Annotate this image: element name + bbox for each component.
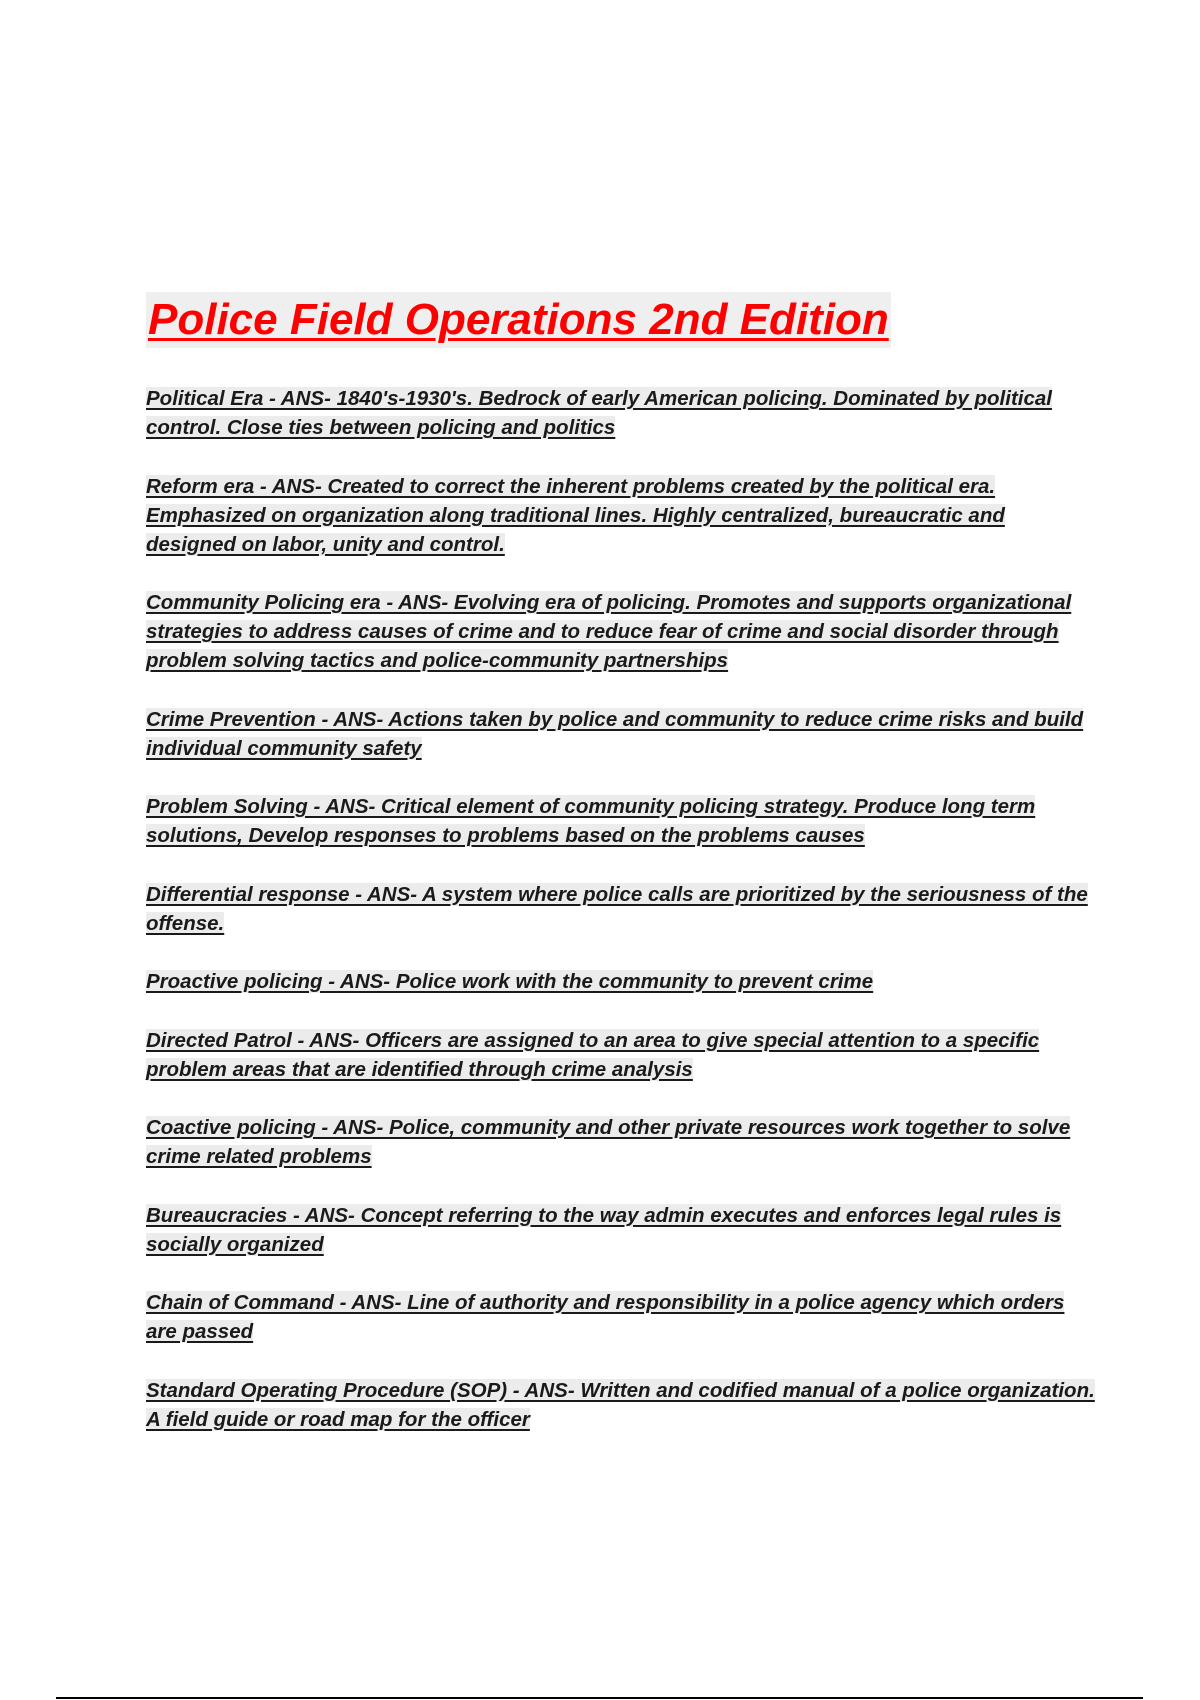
entry-text: Coactive policing - ANS- Police, community and other private resources work together to solve crime related problems <box>146 1116 1071 1168</box>
entry-list <box>146 384 1096 1463</box>
entry-bureaucracies <box>146 1201 1096 1259</box>
entry-text: Proactive policing - ANS- Police work with the community to prevent crime <box>146 970 874 993</box>
entry-text: Political Era - ANS- 1840's-1930's. Bedrock of early American policing. Dominated by political control. Close ties between policing and politics <box>146 387 1052 439</box>
entry-coactive-policing <box>146 1113 1096 1171</box>
entry-text: Crime Prevention - ANS- Actions taken by police and community to reduce crime risks and build individual community safety <box>146 707 1084 760</box>
entry-text: Directed Patrol - ANS- Officers are assigned to an area to give special attention to a specific problem areas that are identified through crime analysis <box>146 1028 1040 1081</box>
entry-crime-prevention <box>146 705 1096 763</box>
footer-divider <box>56 1697 1143 1699</box>
entry-text: Reform era - ANS- Created to correct the inherent problems created by the political era. Emphasized on organization along traditional lines. Highly centralized, bureaucratic and designed on labor, unity and control. <box>146 474 1005 556</box>
entry-text: Differential response - ANS- A system where police calls are prioritized by the seriousness of the offense. <box>146 882 1088 935</box>
entry-text: Community Policing era - ANS- Evolving era of policing. Promotes and supports organizational strategies to address causes of crime and to reduce fear of crime and social disorder through problem solving tactics and police-community partnerships <box>146 591 1072 672</box>
title-block <box>146 292 891 348</box>
entry-text: Standard Operating Procedure (SOP) - ANS- Written and codified manual of a police organization. A field guide or road map for the officer <box>146 1378 1095 1431</box>
entry-proactive-policing <box>146 967 1096 996</box>
entry-differential-response <box>146 880 1096 938</box>
entry-standard-operating-procedure <box>146 1376 1096 1434</box>
entry-text: Chain of Command - ANS- Line of authority and responsibility in a police agency which orders are passed <box>146 1291 1065 1343</box>
entry-text: Problem Solving - ANS- Critical element of community policing strategy. Produce long term solutions, Develop responses to problems based on the problems causes <box>146 795 1036 847</box>
entry-reform-era <box>146 472 1096 559</box>
entry-text: Bureaucracies - ANS- Concept referring to the way admin executes and enforces legal rules is socially organized <box>146 1203 1062 1256</box>
entry-political-era <box>146 384 1096 442</box>
entry-directed-patrol <box>146 1026 1096 1084</box>
entry-chain-of-command <box>146 1288 1096 1346</box>
entry-community-policing-era <box>146 588 1096 675</box>
entry-problem-solving <box>146 792 1096 850</box>
document-title: Police Field Operations 2nd Edition <box>148 295 889 344</box>
